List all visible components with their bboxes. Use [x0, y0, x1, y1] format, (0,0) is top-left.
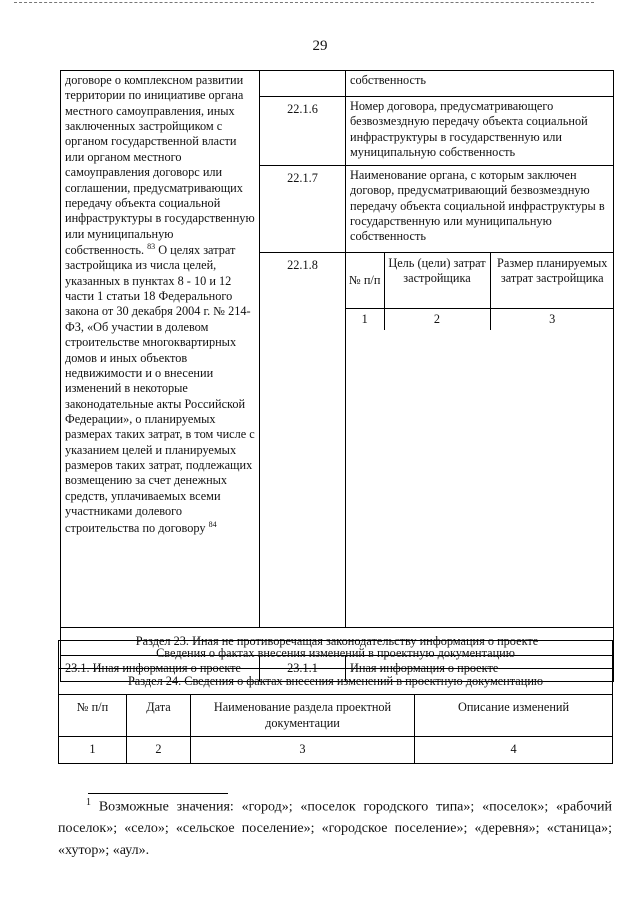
- header-date: Дата: [127, 695, 191, 737]
- row-text: Номер договора, предусматривающего безвозмездную передачу объекта социальной инфраструктуры в государственную или муниципальную собственность: [346, 97, 614, 166]
- subtable-value: 3: [490, 308, 614, 330]
- left-description-cell: [61, 71, 260, 628]
- costs-subtable-cell: [346, 253, 614, 628]
- subtable-value: 1: [346, 308, 384, 330]
- project-info-table: [60, 70, 614, 682]
- value-change-description: 4: [415, 737, 613, 763]
- subtable-value: 2: [384, 308, 490, 330]
- row-number: 22.1.6: [260, 97, 346, 166]
- left-text-contract: договоре о комплексном развитии территории по инициативе органа местного самоуправления, иных заключенных застройщиком с органом государственной власти или органом местного самоуправления договорс или соглашении, предусматривающих передачу объекта социальной инфраструктуры в государственную или муниципальную собственность.: [65, 73, 255, 258]
- section-23-heading: Раздел 23. Иная не противоречащая законодательству информация о проекте: [61, 628, 614, 656]
- row-number: 23.1.1: [260, 656, 346, 682]
- row-text-property: собственность: [346, 71, 614, 97]
- costs-subtable: [346, 253, 614, 330]
- footnote-ref-83: 83: [147, 241, 156, 251]
- footnote-text: Возможные значения: «город»; «поселок городского типа»; «поселок»; «рабочий поселок»; «село»; «сельское поселение»; «городское поселение»; «деревня»; «станица»; «хутор»; «аул».: [58, 799, 613, 859]
- subtable-header-purpose: Цель (цели) затрат застройщика: [384, 253, 490, 308]
- footnote-ref-84: 84: [208, 519, 217, 529]
- empty-num-cell: [260, 71, 346, 97]
- footnote-marker: 1: [86, 797, 91, 808]
- changes-table-title: Сведения о фактах внесения изменений в проектную документацию: [59, 641, 613, 669]
- row-number: 22.1.7: [260, 166, 346, 253]
- footnote: [58, 795, 612, 862]
- row-text: Иная информация о проекте: [346, 656, 614, 682]
- subtable-header-amount: Размер планируемых затрат застройщика: [490, 253, 614, 308]
- row-number: 22.1.8: [260, 253, 346, 628]
- subtable-header-num: № п/п: [346, 253, 384, 308]
- value-num: 1: [59, 737, 127, 763]
- header-num: № п/п: [59, 695, 127, 737]
- value-section-name: 3: [191, 737, 415, 763]
- row-text: Наименование органа, с которым заключен договор, предусматривающий безвозмездную передачу объекта социальной инфраструктуры в государственную или муниципальную собственность: [346, 166, 614, 253]
- section-24-heading: Раздел 24. Сведения о фактах внесения изменений в проектную документацию: [59, 669, 613, 695]
- footnote-separator: [88, 793, 228, 794]
- page-number: 29: [312, 38, 328, 54]
- row-231-label: 23.1. Иная информация о проекте: [61, 656, 260, 682]
- left-text-costs: О целях затрат застройщика из числа целей, указанных в пунктах 8 - 10 и 12 части 1 статьи 18 Федерального закона от 30 декабря 2004 г. № 214-ФЗ, «Об участии в долевом строительстве многоквартирных домов и иных объектов недвижимости и о внесении изменений в некоторые законодательные акты Российской Федерации», о планируемых размерах таких затрат, в том числе с указанием целей и планируемых размеров таких затрат, подлежащих возмещению за счет денежных средств, уплачиваемых всеми участниками долевого строительства по договору: [65, 243, 255, 535]
- changes-table: [58, 640, 613, 764]
- top-border-line: [14, 2, 594, 3]
- header-change-description: Описание изменений: [415, 695, 613, 737]
- header-section-name: Наименование раздела проектной документации: [191, 695, 415, 737]
- value-date: 2: [127, 737, 191, 763]
